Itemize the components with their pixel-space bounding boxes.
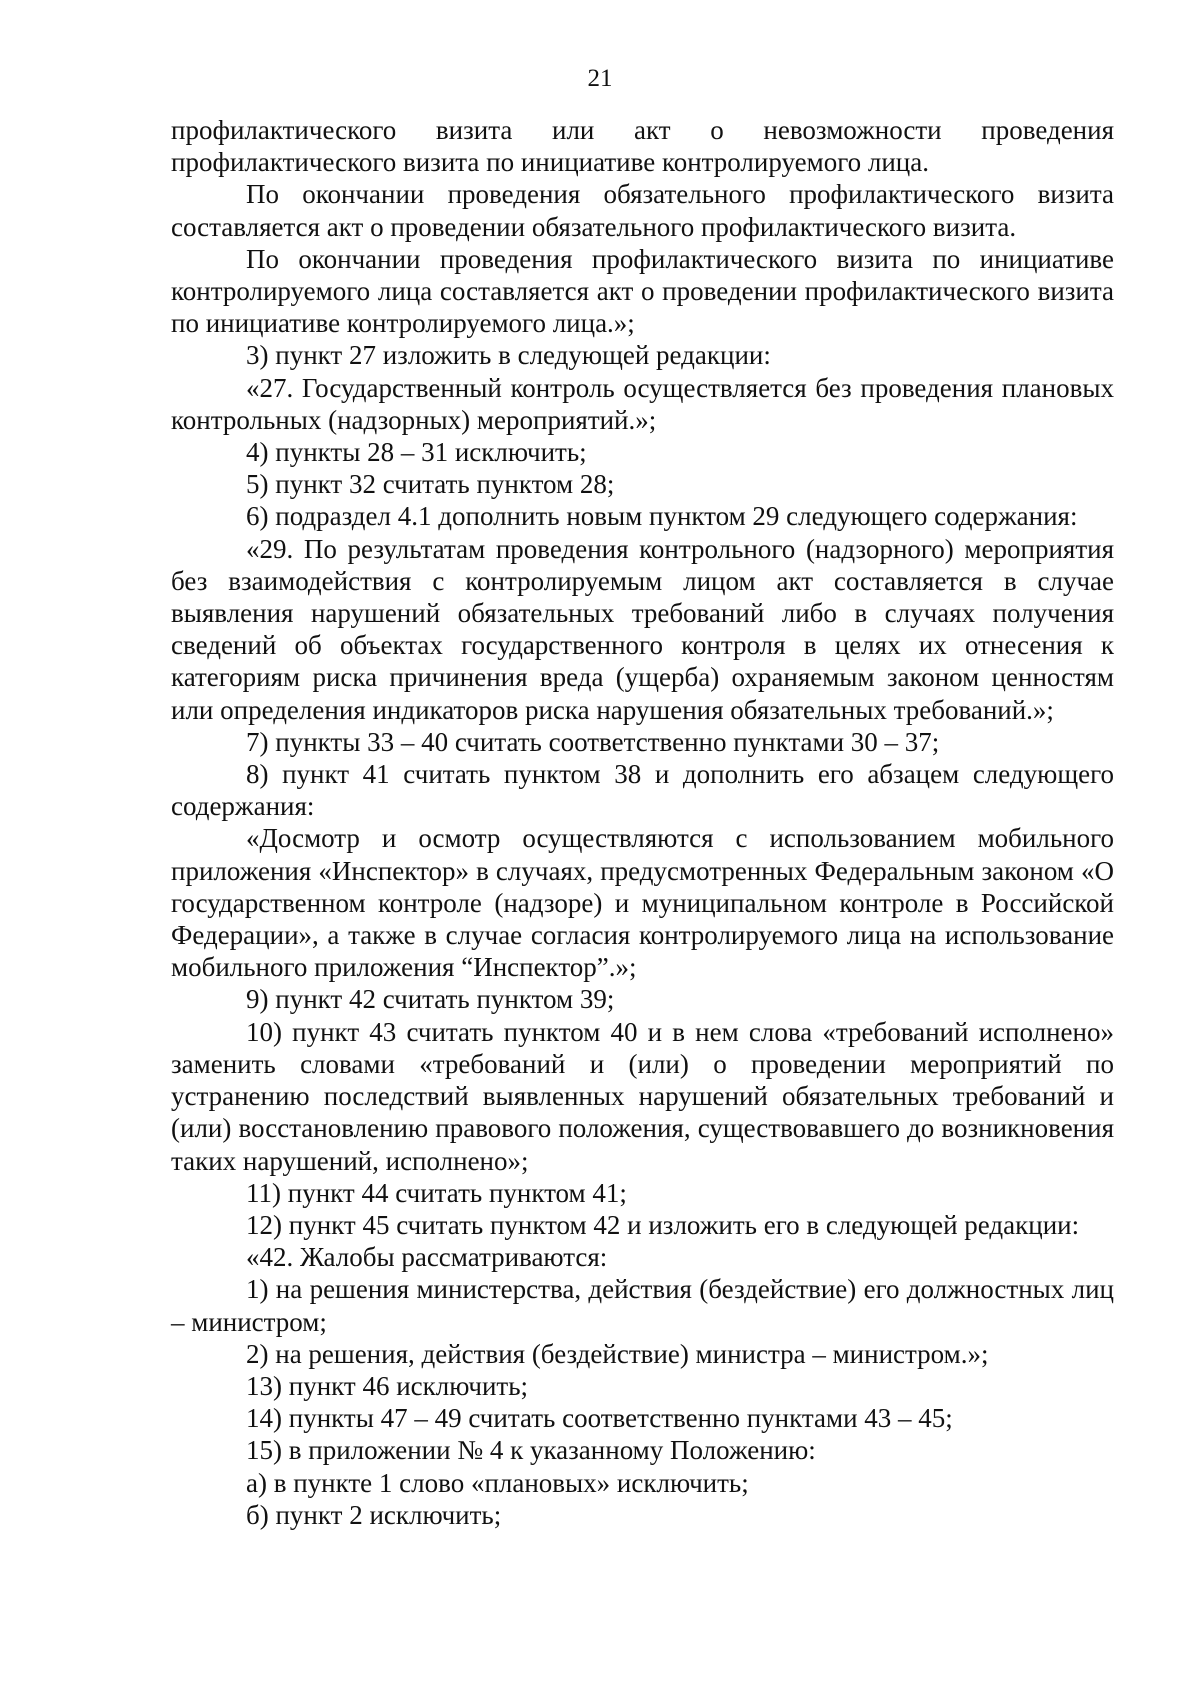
paragraph: б) пункт 2 исключить; [246,1499,502,1530]
paragraph: «27. Государственный контроль осуществляется без проведения плановых контрольных (надзорных) мероприятий.»; [171,372,1114,435]
paragraph: «29. По результатам проведения контрольного (надзорного) мероприятия без взаимодействия с контролируемым лицом акт составляется в случае выявления нарушений обязательных требований либо в случаях получения сведений об объектах государственного контроля в целях их отнесения к категориям риска причинения вреда (ущерба) охраняемым законом ценностям или определения индикаторов риска нарушения обязательных требований.»; [171,533,1114,725]
paragraph: 12) пункт 45 считать пунктом 42 и изложить его в следующей редакции: [246,1209,1080,1240]
page-number: 21 [587,65,613,92]
paragraph: 1) на решения министерства, действия (бездействие) его должностных лиц – министром; [171,1274,1114,1337]
paragraph: По окончании проведения профилактического визита по инициативе контролируемого лица составляется акт о проведении профилактического визита по инициативе контролируемого лица.»; [171,243,1114,339]
paragraph: 6) подраздел 4.1 дополнить новым пунктом 29 следующего содержания: [246,501,1078,532]
paragraph: «42. Жалобы рассматриваются: [246,1242,608,1273]
paragraph: 15) в приложении № 4 к указанному Положению: [246,1435,816,1466]
paragraph: 14) пункты 47 – 49 считать соответственно пунктами 43 – 45; [246,1403,953,1434]
paragraph: а) в пункте 1 слово «плановых» исключить; [246,1467,749,1498]
paragraph: 11) пункт 44 считать пунктом 41; [246,1177,627,1208]
paragraph: профилактического визита или акт о невозможности проведения профилактического визита по инициативе контролируемого лица. [171,115,1114,178]
paragraph: 2) на решения, действия (бездействие) министра – министром.»; [246,1338,989,1369]
paragraph: 9) пункт 42 считать пунктом 39; [246,984,615,1015]
paragraph: 8) пункт 41 считать пунктом 38 и дополнить его абзацем следующего содержания: [171,759,1114,822]
paragraph: По окончании проведения обязательного профилактического визита составляется акт о проведении обязательного профилактического визита. [171,179,1114,242]
paragraph: 13) пункт 46 исключить; [246,1370,529,1401]
paragraph: 10) пункт 43 считать пунктом 40 и в нем слова «требований исполнено» заменить словами «требований и (или) о проведении мероприятий по устранению последствий выявленных нарушений обязательных требований и (или) восстановлению правового положения, существовавшего до возникновения таких нарушений, исполнено»; [171,1016,1114,1176]
document-body [171,114,1114,1531]
paragraph: 7) пункты 33 – 40 считать соответственно пунктами 30 – 37; [246,726,940,757]
paragraph: 5) пункт 32 считать пунктом 28; [246,469,615,500]
paragraph: 4) пункты 28 – 31 исключить; [246,437,587,468]
paragraph: «Досмотр и осмотр осуществляются с использованием мобильного приложения «Инспектор» в случаях, предусмотренных Федеральным законом «О государственном контроле (надзоре) и муниципальном контроле в Российской Федерации», а также в случае согласия контролируемого лица на использование мобильного приложения “Инспектор”.»; [171,823,1114,983]
paragraph: 3) пункт 27 изложить в следующей редакции: [246,340,771,371]
